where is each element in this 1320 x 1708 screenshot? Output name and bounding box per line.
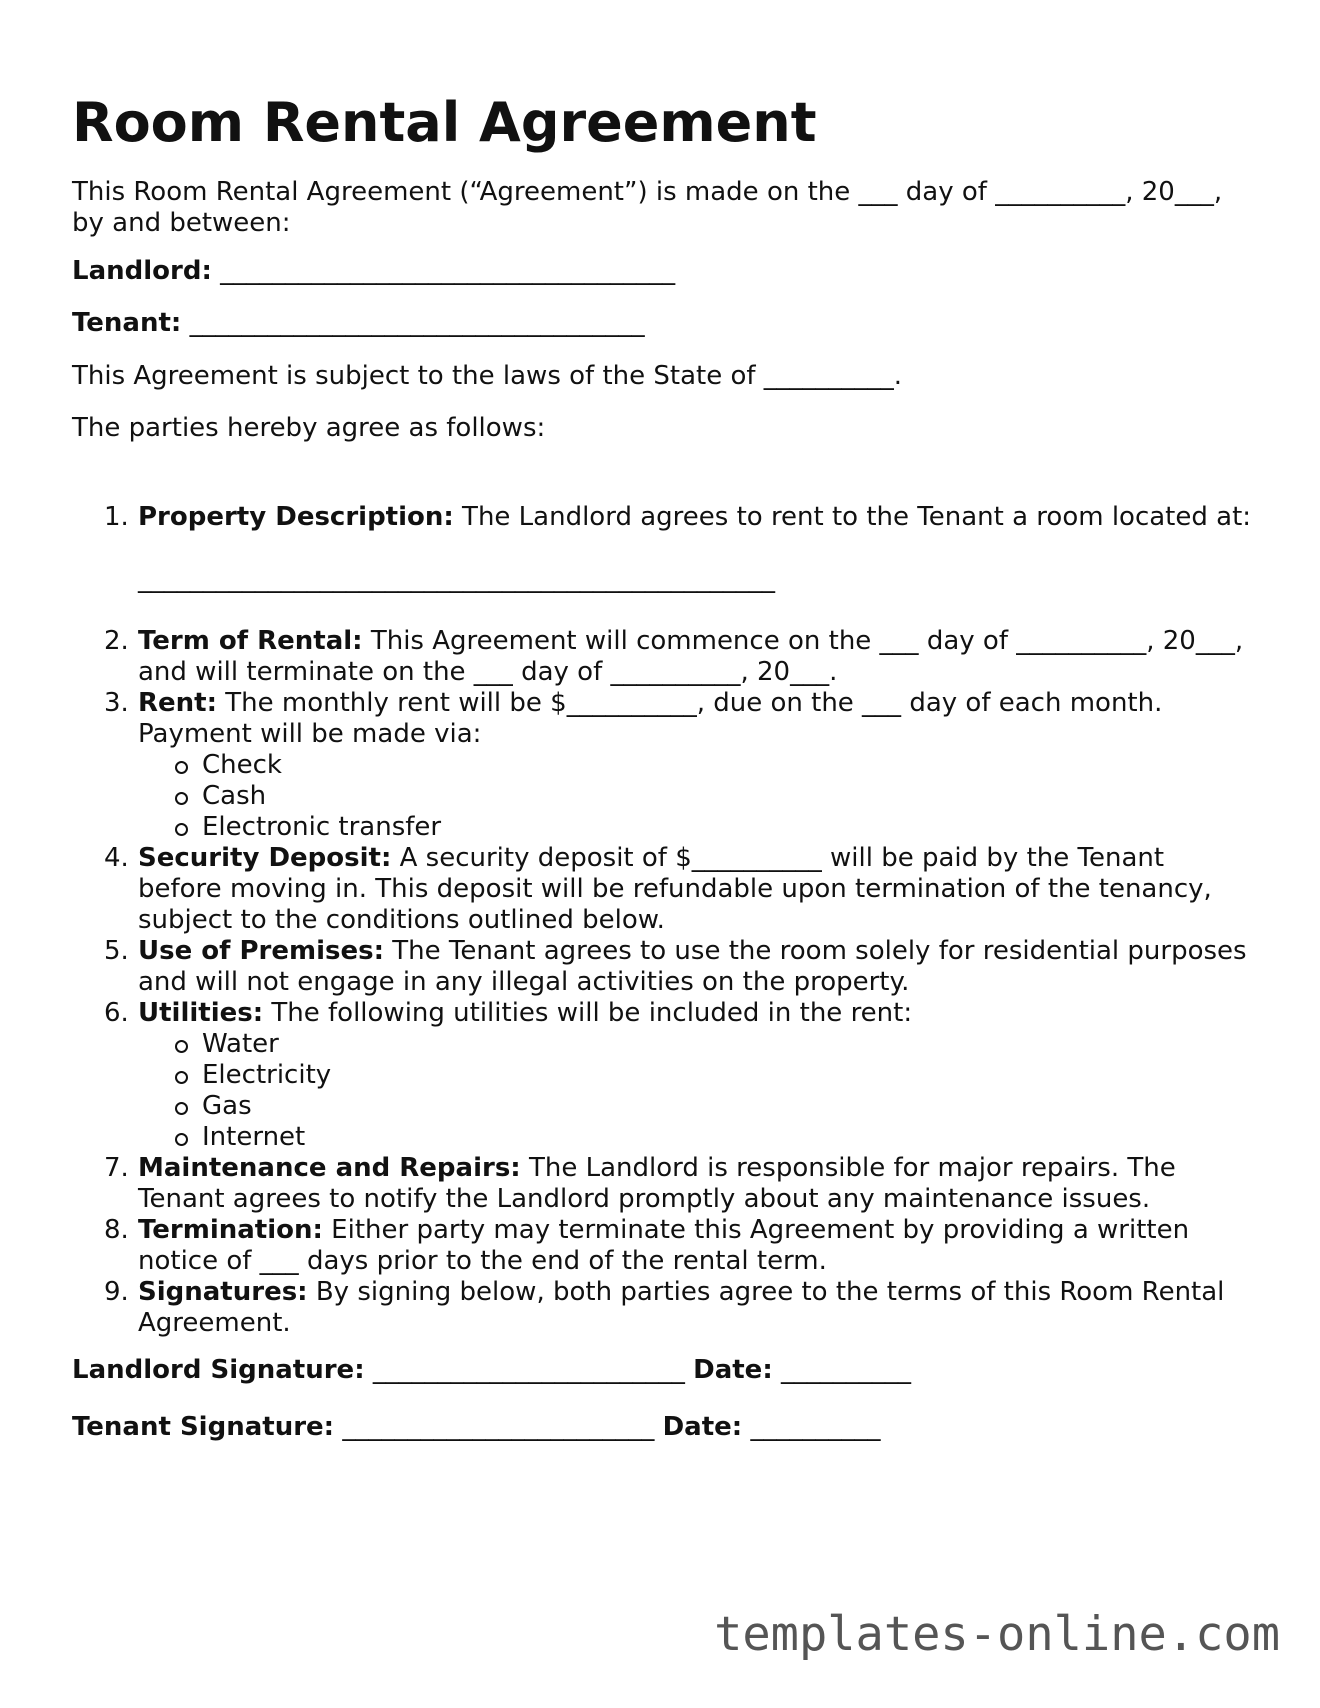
term-text: The following utilities will be included in the rent:: [263, 998, 913, 1028]
landlord-label: Landlord:: [72, 256, 212, 286]
term-item-rent: [72, 688, 1252, 843]
term-item-security-deposit: [72, 843, 1252, 936]
page-title: Room Rental Agreement: [72, 91, 817, 154]
term-text: The Tenant agrees to use the room solely for residential purposes and will not engage in any illegal activities on the property.: [138, 936, 1247, 997]
tenant-name-blank: ___________________________________: [189, 308, 645, 338]
term-heading: Termination:: [138, 1215, 323, 1245]
term-item-maintenance-and-repairs: [72, 1153, 1252, 1215]
list-item: [202, 781, 1252, 812]
term-item-term-of-rental: [72, 626, 1252, 688]
terms-list: [72, 502, 1252, 1339]
circle-bullet-icon: [175, 823, 188, 836]
term-item-termination: [72, 1215, 1252, 1277]
tenant-signature-label: Tenant Signature:: [72, 1412, 335, 1442]
circle-bullet-icon: [175, 792, 188, 805]
governing-law-clause: This Agreement is subject to the laws of the State of __________.: [72, 361, 903, 391]
term-text: The Landlord agrees to rent to the Tenant a room located at:: [453, 502, 1252, 532]
term-heading: Security Deposit:: [138, 843, 392, 873]
term-number: 2.: [104, 626, 129, 656]
utility-internet: Internet: [202, 1122, 306, 1152]
utility-gas: Gas: [202, 1091, 252, 1121]
landlord-signature-line: [72, 1355, 1252, 1386]
term-heading: Utilities:: [138, 998, 264, 1028]
watermark-text: templates-online.com: [714, 1607, 1280, 1662]
term-number: 5.: [104, 936, 129, 966]
term-heading: Property Description:: [138, 502, 454, 532]
payment-methods-list: [138, 750, 1252, 843]
circle-bullet-icon: [175, 1102, 188, 1115]
term-text: Either party may terminate this Agreement by providing a written notice of ___ days prior to the end of the rental term.: [138, 1215, 1190, 1276]
term-item-property-description: [72, 502, 1252, 595]
utilities-list: [138, 1029, 1252, 1153]
payment-option-check: Check: [202, 750, 282, 780]
term-text: This Agreement will commence on the ___ day of __________, 20___, and will terminate on the ___ day of __________, 20___.: [138, 626, 1244, 687]
landlord-signature-blank: ________________________: [372, 1355, 685, 1385]
agree-statement: The parties hereby agree as follows:: [72, 413, 546, 443]
tenant-date-label: Date:: [662, 1412, 743, 1442]
list-item: [202, 812, 1252, 843]
payment-option-electronic-transfer: Electronic transfer: [202, 812, 442, 842]
term-number: 1.: [104, 502, 129, 532]
landlord-date-blank: __________: [780, 1355, 911, 1385]
landlord-signature-label: Landlord Signature:: [72, 1355, 365, 1385]
utility-water: Water: [202, 1029, 279, 1059]
term-number: 6.: [104, 998, 129, 1028]
list-item: [202, 1122, 1252, 1153]
landlord-line: [72, 256, 1252, 287]
term-heading: Maintenance and Repairs:: [138, 1153, 521, 1183]
circle-bullet-icon: [175, 761, 188, 774]
term-text: The Landlord is responsible for major repairs. The Tenant agrees to notify the Landlord promptly about any maintenance issues.: [138, 1153, 1176, 1214]
circle-bullet-icon: [175, 1071, 188, 1084]
landlord-date-label: Date:: [693, 1355, 773, 1385]
term-number: 7.: [104, 1153, 129, 1183]
list-item: [202, 1060, 1252, 1091]
term-number: 8.: [104, 1215, 129, 1245]
circle-bullet-icon: [175, 1133, 188, 1146]
address-blank: _________________________________________________: [138, 564, 775, 594]
tenant-line: [72, 308, 1252, 339]
tenant-date-blank: __________: [750, 1412, 881, 1442]
intro-paragraph: This Room Rental Agreement (“Agreement”) is made on the ___ day of __________, 20___, by and between:: [72, 177, 1223, 238]
term-heading: Term of Rental:: [138, 626, 363, 656]
list-item: [202, 1029, 1252, 1060]
landlord-name-blank: ___________________________________: [220, 256, 676, 286]
term-item-signatures: [72, 1277, 1252, 1339]
term-heading: Signatures:: [138, 1277, 308, 1307]
payment-option-cash: Cash: [202, 781, 267, 811]
term-number: 3.: [104, 688, 129, 718]
utility-electricity: Electricity: [202, 1060, 332, 1090]
term-number: 9.: [104, 1277, 129, 1307]
circle-bullet-icon: [175, 1040, 188, 1053]
tenant-label: Tenant:: [72, 308, 182, 338]
tenant-signature-blank: ________________________: [342, 1412, 655, 1442]
term-text: By signing below, both parties agree to the terms of this Room Rental Agreement.: [138, 1277, 1225, 1338]
list-item: [202, 1091, 1252, 1122]
term-item-utilities: [72, 998, 1252, 1153]
term-text: The monthly rent will be $__________, due on the ___ day of each month. Payment will be made via:: [138, 688, 1163, 749]
list-item: [202, 750, 1252, 781]
term-number: 4.: [104, 843, 129, 873]
term-heading: Rent:: [138, 688, 217, 718]
tenant-signature-line: [72, 1412, 1252, 1443]
term-text: A security deposit of $__________ will be paid by the Tenant before moving in. This deposit will be refundable upon termination of the tenancy, subject to the conditions outlined below.: [138, 843, 1212, 935]
term-item-use-of-premises: [72, 936, 1252, 998]
term-heading: Use of Premises:: [138, 936, 384, 966]
